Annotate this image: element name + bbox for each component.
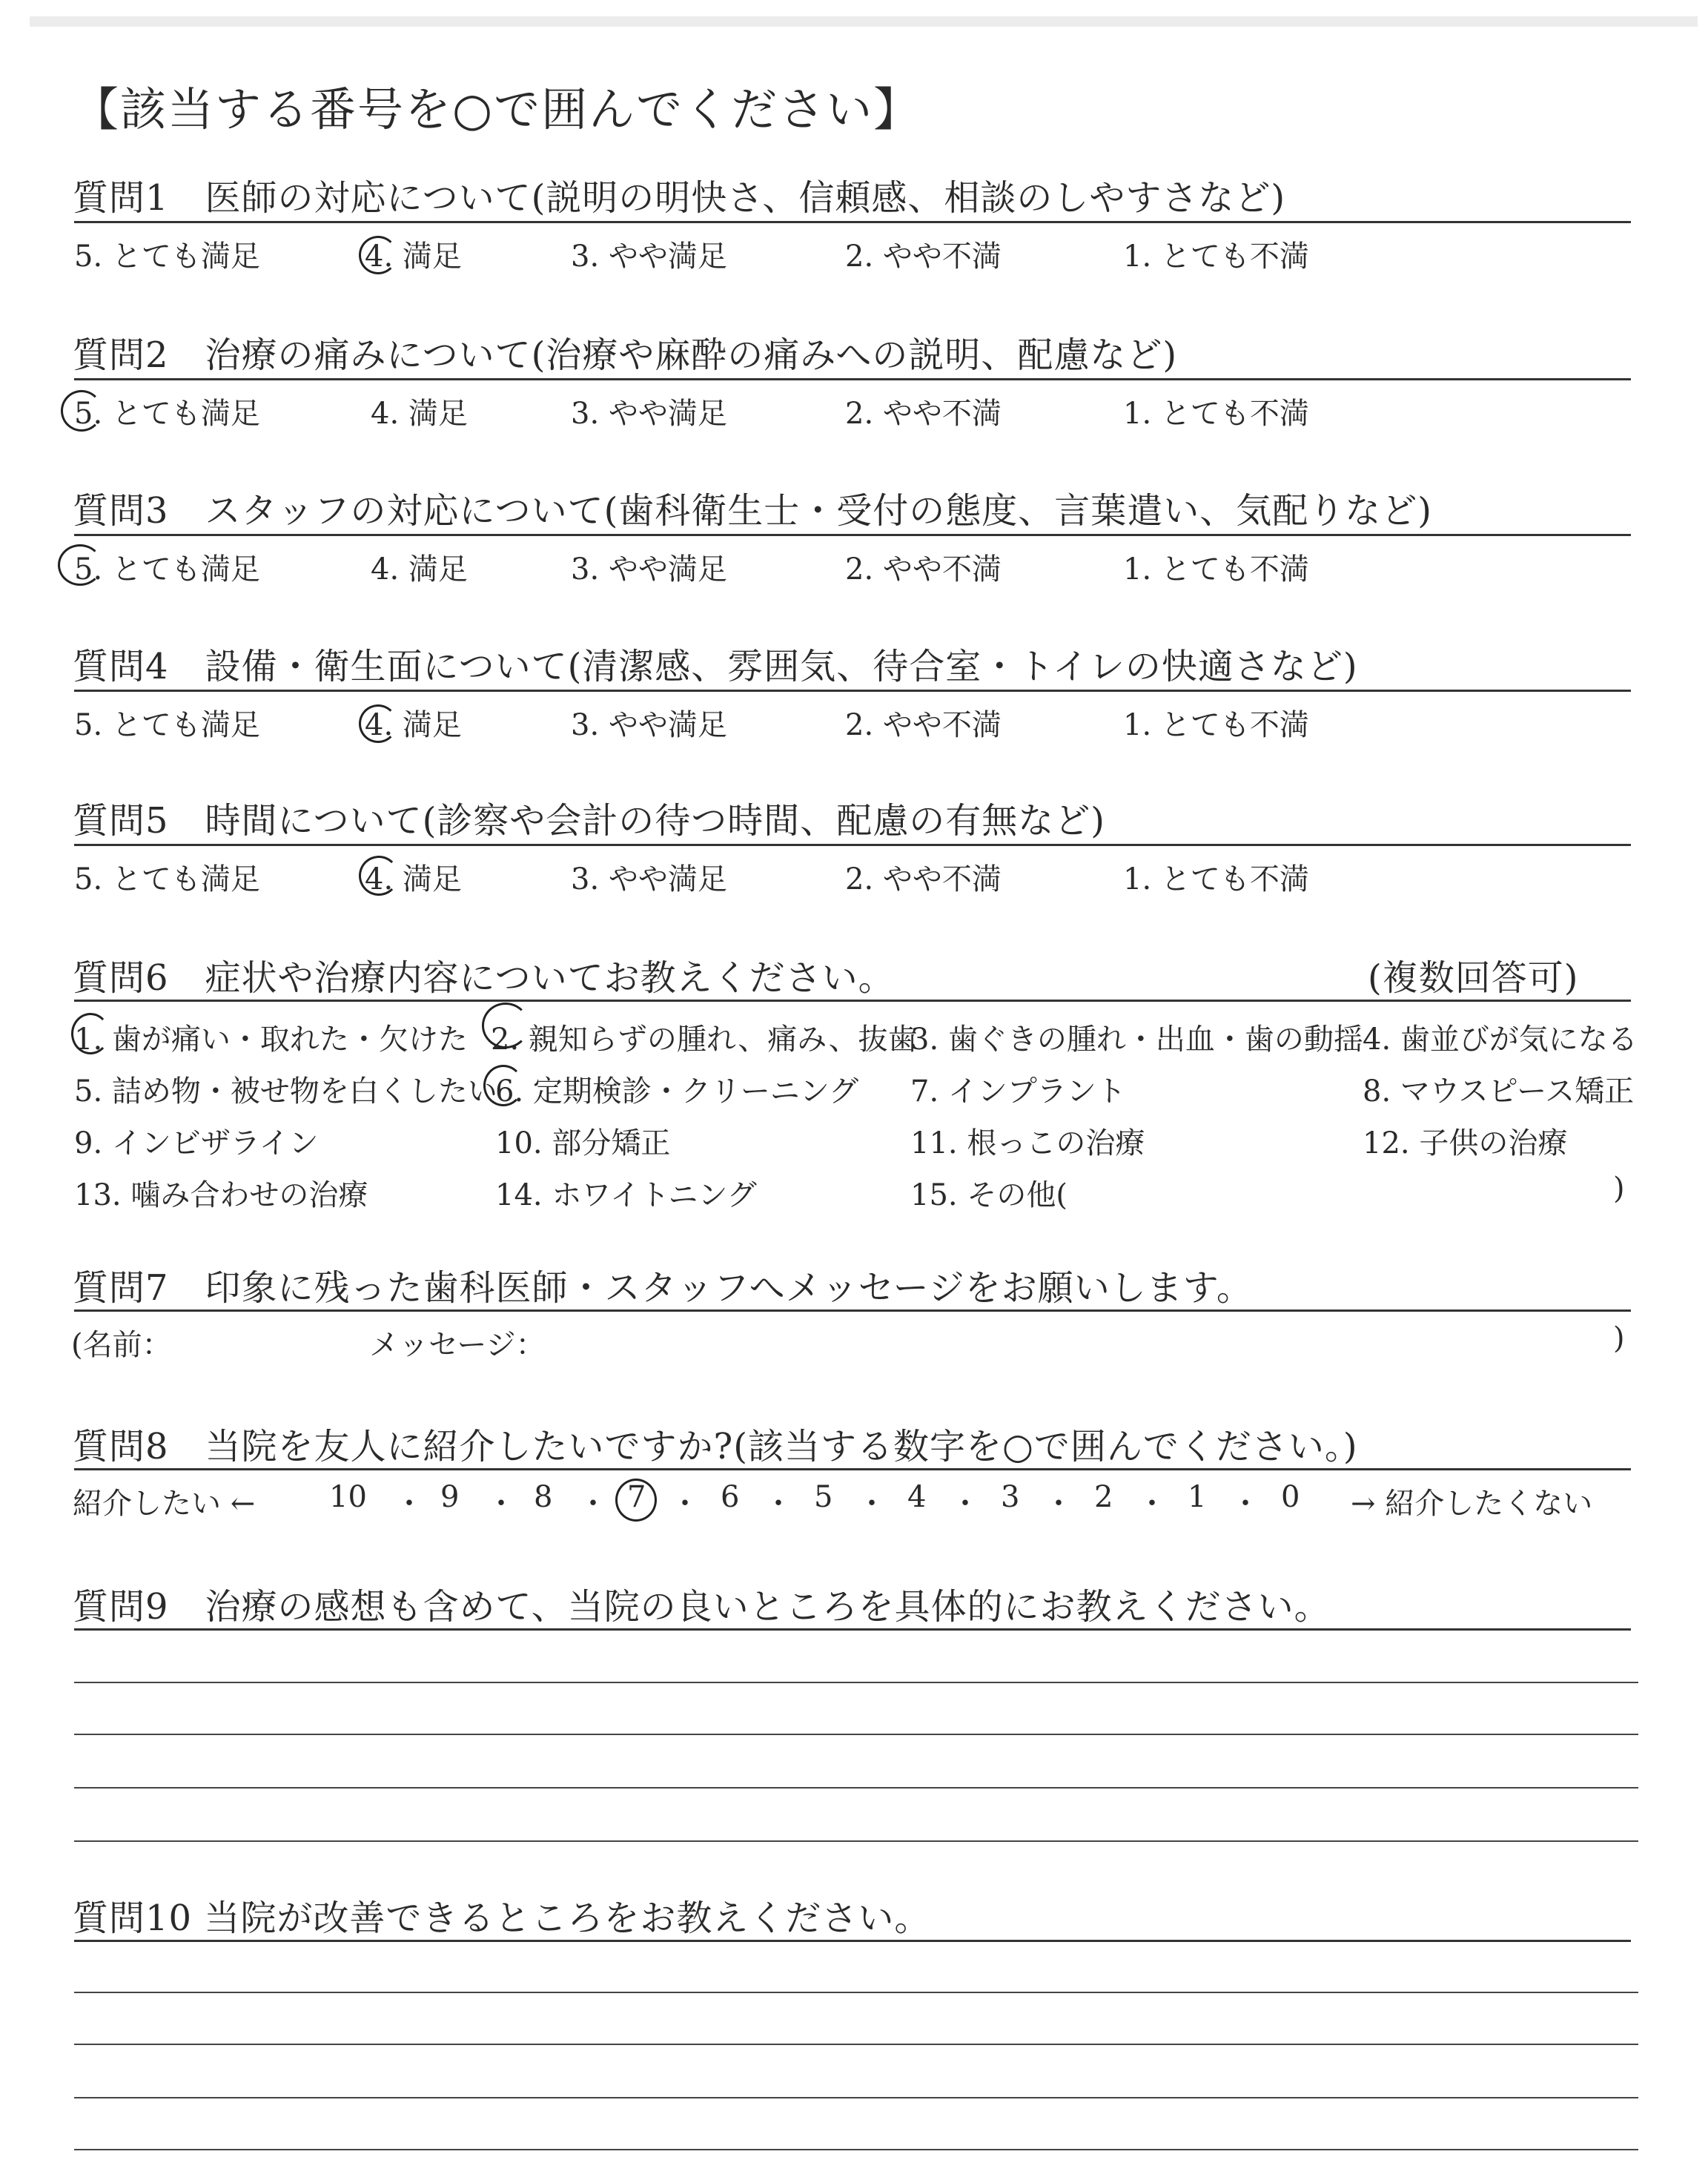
q1-option-3[interactable]: 3. やや満足 (571, 240, 727, 274)
q6-option-7[interactable]: 7. インプラント (910, 1074, 1126, 1109)
q4-option-4[interactable]: 4. 満足 (365, 708, 462, 742)
q7-name-label: (名前： (71, 1328, 172, 1362)
q8-scale-2[interactable]: 2 (1094, 1480, 1113, 1514)
q7-close-paren: ) (1613, 1321, 1625, 1355)
question-4-rule (74, 690, 1631, 692)
q1-option-2[interactable]: 2. やや不満 (845, 240, 1002, 274)
q8-scale-5[interactable]: 5 (814, 1480, 833, 1514)
q8-scale-1[interactable]: 1 (1188, 1480, 1207, 1514)
q6-option-9[interactable]: 9. インビザライン (74, 1126, 319, 1160)
q5-option-1[interactable]: 1. とても不満 (1123, 862, 1309, 896)
q8-scale-3[interactable]: 3 (1001, 1480, 1020, 1514)
q8-scale-sep: ・ (578, 1487, 608, 1521)
q6-option-8[interactable]: 8. マウスピース矯正 (1363, 1074, 1635, 1109)
question-4-title: 質問4 設備・衛生面について(清潔感、雰囲気、待合室・トイレの快適さなど) (73, 646, 1358, 687)
question-2-rule (74, 378, 1631, 380)
q6-option-14[interactable]: 14. ホワイトニング (495, 1178, 757, 1212)
q8-selected-circle (615, 1479, 657, 1522)
question-3-title: 質問3 スタッフの対応について(歯科衛生士・受付の態度、言葉遣い、気配りなど) (73, 490, 1433, 532)
q9-answer-line[interactable] (74, 1840, 1638, 1842)
question-1-title: 質問1 医師の対応について(説明の明快さ、信頼感、相談のしやすさなど) (73, 177, 1286, 219)
q8-scale-0[interactable]: 0 (1281, 1480, 1300, 1514)
q8-scale-sep: ・ (950, 1487, 980, 1521)
question-8-rule (74, 1468, 1631, 1470)
q8-scale-sep: ・ (1231, 1487, 1260, 1521)
q6-option-4[interactable]: 4. 歯並びが気になる (1363, 1023, 1638, 1057)
question-10-rule (74, 1940, 1631, 1942)
question-6-title: 質問6 症状や治療内容についてお教えください。 (73, 957, 895, 999)
q10-answer-line[interactable] (74, 2097, 1638, 2098)
q6-option-11[interactable]: 11. 根っこの治療 (910, 1126, 1145, 1160)
q3-option-1[interactable]: 1. とても不満 (1123, 552, 1309, 587)
q4-option-3[interactable]: 3. やや満足 (571, 708, 727, 742)
q1-option-4[interactable]: 4. 満足 (365, 240, 462, 274)
q2-selected-circle (61, 390, 102, 432)
question-5-rule (74, 844, 1631, 846)
q9-answer-line[interactable] (74, 1787, 1638, 1789)
question-8-title: 質問8 当院を友人に紹介したいですか?(該当する数字を○で囲んでください。) (73, 1426, 1358, 1467)
question-1-rule (74, 221, 1631, 223)
q9-answer-line[interactable] (74, 1682, 1638, 1683)
q8-scale-sep: ・ (394, 1487, 424, 1521)
q7-message-label: メッセージ： (369, 1328, 546, 1362)
q2-option-4[interactable]: 4. 満足 (371, 397, 468, 431)
q5-option-3[interactable]: 3. やや満足 (571, 862, 727, 896)
question-7-title: 質問7 印象に残った歯科医師・スタッフへメッセージをお願いします。 (73, 1267, 1253, 1309)
q3-option-5[interactable]: 5. とても満足 (74, 552, 260, 587)
q5-option-4[interactable]: 4. 満足 (365, 862, 462, 896)
q6-option-13[interactable]: 13. 噛み合わせの治療 (74, 1178, 368, 1212)
page-title: 【該当する番号を○で囲んでください】 (73, 82, 921, 136)
q8-scale-sep: ・ (1044, 1487, 1073, 1521)
q3-option-2[interactable]: 2. やや不満 (845, 552, 1002, 587)
q8-scale-sep: ・ (486, 1487, 516, 1521)
q5-option-2[interactable]: 2. やや不満 (845, 862, 1002, 896)
q1-selected-circle (359, 236, 397, 274)
q2-option-5[interactable]: 5. とても満足 (74, 397, 260, 431)
q8-right-label: → 紹介したくない (1351, 1487, 1593, 1521)
q2-option-1[interactable]: 1. とても不満 (1123, 397, 1309, 431)
q6-option-3[interactable]: 3. 歯ぐきの腫れ・出血・歯の動揺 (910, 1023, 1363, 1057)
q6-option-5[interactable]: 5. 詰め物・被せ物を白くしたい (74, 1074, 497, 1109)
q4-option-2[interactable]: 2. やや不満 (845, 708, 1002, 742)
q2-option-3[interactable]: 3. やや満足 (571, 397, 727, 431)
q8-scale-8[interactable]: 8 (534, 1480, 553, 1514)
q5-option-5[interactable]: 5. とても満足 (74, 862, 260, 896)
question-6-note: (複数回答可) (1368, 957, 1579, 999)
q4-option-5[interactable]: 5. とても満足 (74, 708, 260, 742)
question-7-rule (74, 1309, 1631, 1312)
q4-selected-circle (359, 704, 397, 743)
q6-selected-circle-1 (71, 1013, 110, 1054)
q6-option-12[interactable]: 12. 子供の治療 (1363, 1126, 1568, 1160)
q8-left-label: 紹介したい ← (73, 1487, 256, 1521)
question-2-title: 質問2 治療の痛みについて(治療や麻酔の痛みへの説明、配慮など) (73, 334, 1178, 376)
q6-selected-circle-2 (482, 1003, 529, 1048)
q5-selected-circle (359, 856, 399, 896)
question-9-title: 質問9 治療の感想も含めて、当院の良いところを具体的にお教えください。 (73, 1586, 1331, 1628)
q8-scale-sep: ・ (670, 1487, 700, 1521)
question-10-title: 質問10 当院が改善できるところをお教えください。 (73, 1898, 931, 1939)
q6-option-15-close: ) (1613, 1172, 1625, 1206)
scan-top-band (30, 16, 1698, 27)
q8-scale-6[interactable]: 6 (721, 1480, 740, 1514)
q6-option-10[interactable]: 10. 部分矯正 (495, 1126, 671, 1160)
q10-answer-line[interactable] (74, 1992, 1638, 1993)
q8-scale-4[interactable]: 4 (907, 1480, 927, 1514)
q1-option-1[interactable]: 1. とても不満 (1123, 240, 1309, 274)
q2-option-2[interactable]: 2. やや不満 (845, 397, 1002, 431)
q8-scale-9[interactable]: 9 (440, 1480, 460, 1514)
q3-option-4[interactable]: 4. 満足 (371, 552, 468, 587)
q1-option-5[interactable]: 5. とても満足 (74, 240, 260, 274)
question-5-title: 質問5 時間について(診察や会計の待つ時間、配慮の有無など) (73, 800, 1106, 842)
q9-answer-line[interactable] (74, 1734, 1638, 1735)
q6-option-15[interactable]: 15. その他( (910, 1178, 1068, 1212)
q10-answer-line[interactable] (74, 2044, 1638, 2045)
question-9-rule (74, 1628, 1631, 1631)
q8-scale-sep: ・ (857, 1487, 887, 1521)
q8-scale-sep: ・ (764, 1487, 793, 1521)
q3-option-3[interactable]: 3. やや満足 (571, 552, 727, 587)
q8-scale-10[interactable]: 10 (329, 1480, 367, 1514)
question-6-rule (74, 1000, 1631, 1002)
q6-option-2[interactable]: 2. 親知らずの腫れ、痛み、抜歯 (491, 1023, 918, 1057)
q6-option-1[interactable]: 1. 歯が痛い・取れた・欠けた (74, 1023, 468, 1057)
q3-selected-circle (58, 544, 102, 586)
q6-option-6[interactable]: 6. 定期検診・クリーニング (495, 1074, 859, 1109)
q8-scale-7[interactable]: 7 (627, 1480, 646, 1514)
q10-answer-line[interactable] (74, 2149, 1638, 2150)
q6-selected-circle-6 (483, 1065, 523, 1106)
q4-option-1[interactable]: 1. とても不満 (1123, 708, 1309, 742)
question-3-rule (74, 534, 1631, 536)
q8-scale-sep: ・ (1137, 1487, 1167, 1521)
